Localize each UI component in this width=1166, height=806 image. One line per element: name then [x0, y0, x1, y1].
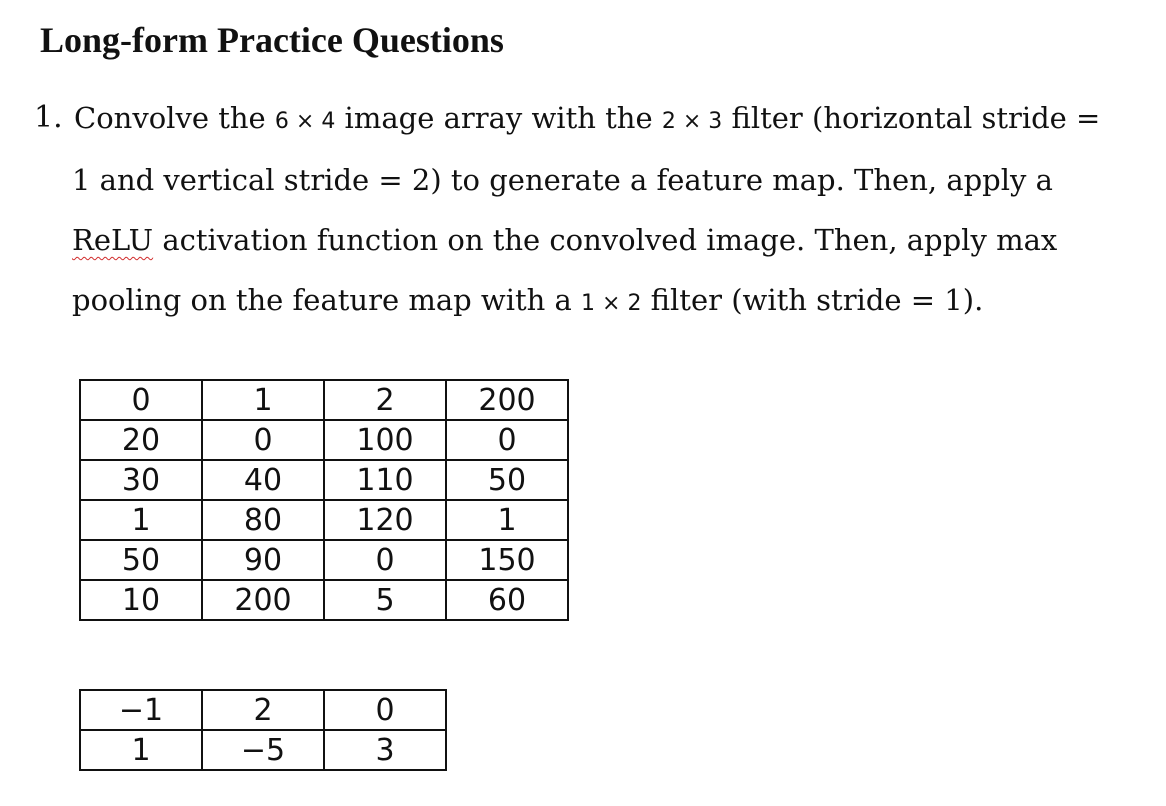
image-array-cell: 1: [202, 380, 324, 420]
question-line-1-text-b: image array with the: [335, 101, 662, 135]
image-array-cell: 120: [324, 500, 446, 540]
image-array-cell: 200: [202, 580, 324, 620]
image-array-cell: 110: [324, 460, 446, 500]
question-line-4-text-b: filter (with stride = 1).: [641, 283, 984, 317]
question-number: 1.: [34, 100, 63, 135]
pooling-dimensions: 1 × 2: [581, 291, 642, 316]
question-line-1: [74, 96, 1154, 144]
image-array-cell: 40: [202, 460, 324, 500]
image-array-cell: 80: [202, 500, 324, 540]
filter-cell: 1: [80, 730, 202, 770]
image-array-row: [80, 420, 568, 460]
image-array-row: [80, 580, 568, 620]
question-line-4-text-a: pooling on the feature map with a: [72, 283, 582, 317]
image-array-cell: 50: [80, 540, 202, 580]
filter-row: [80, 730, 446, 770]
filter-table: [79, 689, 447, 771]
image-array-cell: 30: [80, 460, 202, 500]
question-line-1-text-a: Convolve the: [74, 101, 275, 135]
filter-cell: −1: [80, 690, 202, 730]
image-array-table: [79, 379, 569, 621]
filter-cell: 2: [202, 690, 324, 730]
question-line-4: [72, 278, 1152, 326]
image-dimensions: 6 × 4: [274, 109, 336, 134]
image-array-row: [80, 500, 568, 540]
image-array-row: [80, 460, 568, 500]
question-line-3-text: activation function on the convolved image. Then, apply max: [153, 223, 1058, 257]
page-title: Long-form Practice Questions: [40, 20, 504, 60]
image-array-cell: 0: [202, 420, 324, 460]
question-line-1-text-c: filter (horizontal stride =: [722, 101, 1101, 135]
filter-cell: 3: [324, 730, 446, 770]
image-array-cell: 50: [446, 460, 568, 500]
question-line-2: 1 and vertical stride = 2) to generate a feature map. Then, apply a: [72, 163, 1053, 197]
image-array-cell: 0: [80, 380, 202, 420]
image-array-cell: 0: [446, 420, 568, 460]
relu-term: ReLU: [72, 223, 154, 257]
image-array-cell: 100: [324, 420, 446, 460]
image-array-cell: 0: [324, 540, 446, 580]
image-array-cell: 200: [446, 380, 568, 420]
image-array-cell: 10: [80, 580, 202, 620]
image-array-cell: 150: [446, 540, 568, 580]
filter-cell: −5: [202, 730, 324, 770]
question-line-3: [72, 218, 1152, 262]
image-array-cell: 5: [324, 580, 446, 620]
filter-dimensions: 2 × 3: [661, 109, 723, 134]
filter-cell: 0: [324, 690, 446, 730]
image-array-cell: 20: [80, 420, 202, 460]
image-array-row: [80, 540, 568, 580]
filter-row: [80, 690, 446, 730]
image-array-cell: 1: [446, 500, 568, 540]
image-array-cell: 60: [446, 580, 568, 620]
image-array-cell: 1: [80, 500, 202, 540]
image-array-cell: 2: [324, 380, 446, 420]
image-array-cell: 90: [202, 540, 324, 580]
image-array-row: [80, 380, 568, 420]
